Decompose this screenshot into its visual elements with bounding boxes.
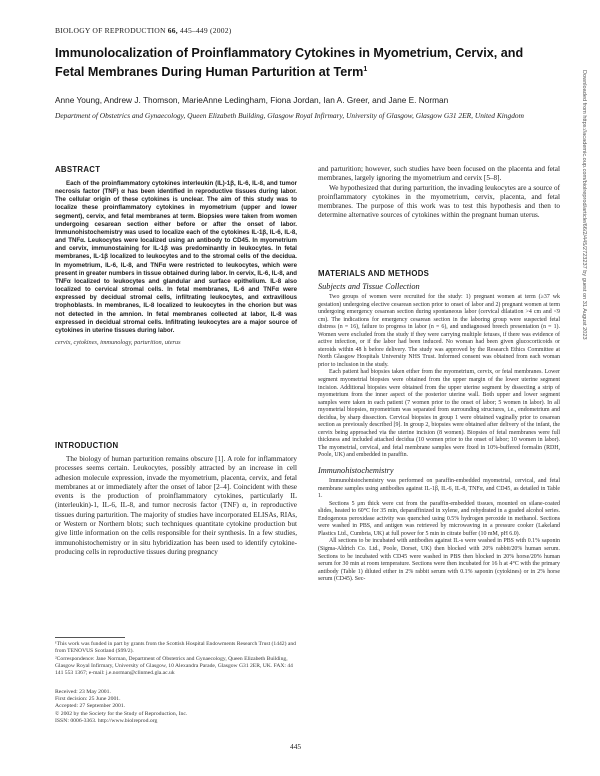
issn-line: ISSN: 0006-3363. http://www.biolreprod.org bbox=[55, 717, 158, 724]
footnotes bbox=[55, 641, 297, 677]
author-list: Anne Young, Andrew J. Thomson, MarieAnne Ledingham, Fiona Jordan, Ian A. Greer, and Jane E. Norman bbox=[55, 95, 449, 105]
article-title bbox=[55, 46, 555, 80]
article-title-text: Immunolocalization of Proinflammatory Cytokines in Myometrium, Cervix, and Fetal Membranes During Human Parturition at Term bbox=[55, 46, 524, 79]
article-dates bbox=[55, 689, 297, 725]
subjects-subheading: Subjects and Tissue Collection bbox=[318, 282, 420, 291]
footnote-funding: ¹This work was funded in part by grants from the Scottish Hospital Endowments Research Trust (1442) and from TENOVUS Scotland (S99/2). bbox=[55, 641, 296, 655]
title-footnote-mark: 1 bbox=[363, 65, 368, 73]
ihc-paragraph-1: Immunohistochemistry was performed on paraffin-embedded myometrial, cervical, and fetal membrane samples using antibodies against IL-1β, IL-6, IL-8, TNFα, and CD45, as detailed in Table 1. bbox=[318, 478, 560, 500]
journal-volume: 66, bbox=[167, 26, 178, 35]
date-accepted: Accepted: 27 September 2001. bbox=[55, 703, 126, 710]
date-received: Received: 23 May 2001. bbox=[55, 689, 111, 695]
download-watermark bbox=[577, 70, 587, 630]
subjects-paragraph-2: Each patient had biopsies taken either from the myometrium, cervix, or fetal membranes. Lower segment myometrial biopsies were obtained from the upper margin of the lower uterine segment incision. Additional biopsies were obtained from the upper uterine segment by dissecting a strip of myometrium from the inner aspect of the posterior uterine wall. Both upper and lower segment samples were taken in each patient (7 women prior to the onset of labor; 5 women in labor). In all myometrial biopsies, myometrium was separated from surrounding structures, i.e., endometrium and decidua, by sharp dissection. Cervical biopsies in group 1 were obtained vaginally prior to cesarean section as previously described [9]. In group 2, biopsies were obtained after delivery of the infant, the cervix being approached via the uterine incision (8 women). Biopsies of fetal membranes were full thickness and included attached decidua (10 women prior to the onset of labor; 10 women in labor). The myometrial, cervical, and fetal membrane samples were fixed in 10%-buffered formalin (RDH, Poole, UK) and embedded in paraffin. bbox=[318, 369, 560, 459]
methods-heading: MATERIALS AND METHODS bbox=[318, 269, 430, 278]
download-watermark-text: Downloaded from https://academic.oup.com/biolreprod/article/66/2/445/2723237 by guest on 31 August 2023 bbox=[581, 70, 587, 340]
affiliation: Department of Obstetrics and Gynaecology, Queen Elizabeth Building, Glasgow Royal Infirmary, University of Glasgow, Glasgow G31 2ER, United Kingdom bbox=[55, 111, 524, 120]
copyright-line: © 2002 by the Society for the Study of Reproduction, Inc. bbox=[55, 710, 188, 717]
intro-continued bbox=[318, 165, 560, 221]
page-number: 445 bbox=[290, 742, 302, 751]
running-header bbox=[55, 26, 231, 35]
methods-section bbox=[318, 269, 560, 584]
footnote-correspondence: ²Correspondence: Jane Norman, Department of Obstetrics and Gynaecology, Queen Elizabeth Building, Glasgow Royal Infirmary, University of Glasgow, 10 Alexandra Parade, Glasgow G31 2ER, UK. FAX: 44 141 553 1367; e-mail: j.e.norman@clinmed.gla.ac.uk bbox=[55, 656, 293, 677]
ihc-paragraph-3: All sections to be incubated with antibodies against IL-s were washed in PBS with 0.1% saponin (Sigma-Aldrich Co. Ltd., Poole, Dorset, UK) then blocked with 20% rabbit/20% human serum. Sections to be incubated with CD45 were washed in PBS then blocked in 20% horse/20% human serum for 30 min at room temperature. Sections were then incubated for 16 h at 4°C with the primary antibody (Table 1) diluted either in 2% rabbit serum with 0.1% saponin (cytokines) or in 2% horse serum (CD45). Sec- bbox=[318, 538, 560, 583]
ihc-paragraph-2: Sections 5 μm thick were cut from the paraffin-embedded tissues, mounted on silane-coated slides, heated to 60°C for 35 min, deparaffinized in xylene, and rehydrated in a graded alcohol series. Endogenous peroxidase activity was quenched using 0.5% hydrogen peroxide in methanol. Sections were washed in PBS, and antigen was retrieved by microwaving in a pressure cooker (Lakeland Plastics Ltd., Cumbria, UK) at full power for 5 min in citrate buffer (10 mM, pH 6.0). bbox=[318, 500, 560, 537]
abstract-section bbox=[55, 165, 297, 347]
introduction-text: The biology of human parturition remains obscure [1]. A role for inflammatory processes seems certain. Leukocytes, possibly attracted by an increase in cell adhesion molecule expression, invade the myometrium, placenta, cervix, and fetal membranes at or immediately after the onset of labor [2–4]. Coincident with these events is the production of proinflammatory cytokines, particularly IL (interleukin)-1, IL-6, IL-8, and tumor necrosis factor (TNF) α, in reproductive tissues during parturition. The majority of studies have incorporated ELISAs, RIAs, or Western or Northern blots; such techniques quantitate cytokine production but give little information on the cells responsible for their synthesis. In a few studies, immunohistochemistry or in situ hybridization has been used to identify cytokine-producing cells in reproductive tissues during pregnancy bbox=[55, 455, 297, 556]
journal-pages: 445–449 (2002) bbox=[179, 26, 232, 35]
footnote-rule bbox=[55, 637, 125, 638]
ihc-subheading: Immunohistochemistry bbox=[318, 466, 394, 476]
introduction-section bbox=[55, 441, 297, 557]
abstract-text: Each of the proinflammatory cytokines interleukin (IL)-1β, IL-6, IL-8, and tumor necrosis factor (TNF) α has been identified in reproductive tissues during labor. The cellular origin of these cytokines is unclear. The aim of this study was to localize these proinflammatory cytokines in myometrium (upper and lower segment), cervix, and fetal membranes at term. Biopsies were taken from women undergoing cesarean section either before or after the onset of labor. Immunohistochemistry was used to localize each of the cytokines IL-1β, IL-6, IL-8, and TNFα. Leukocytes were localized using an antibody to CD45. In myometrium and cervix, immunostaining for IL-1β was predominantly in leukocytes. In fetal membranes, IL-1β localized to leukocytes and to the stromal cells of the decidua. In myometrium, IL-6, IL-8, and TNFα were restricted to leukocytes, which were present in greater numbers in tissue obtained during labor. In cervix, IL-6, IL-8, and TNFα localized to leukocytes and glandular and surface epithelium. IL-8 also localized to cervical stromal cells. In fetal membranes, IL-6 and TNFα were expressed by decidual stromal cells, infiltrating leukocytes, and extravillous trophoblasts. In membranes, IL-8 localized to leukocytes in the chorion but was not detected in the amnion. In fetal membranes collected at labor, IL-8 was expressed in decidual stromal cells. Infiltrating leukocytes are a major source of cytokines in uterine tissues during labor. bbox=[55, 180, 297, 334]
hypothesis-paragraph: We hypothesized that during parturition, the invading leukocytes are a source of proinflammatory cytokines in the myometrium, cervix, placenta, and fetal membranes. The purpose of this work was to test this hypothesis and then to determine alternative sources of cytokines within the pregnant human uterus. bbox=[318, 183, 560, 220]
abstract-heading: ABSTRACT bbox=[55, 165, 101, 174]
date-first-decision: First decision: 25 June 2001. bbox=[55, 696, 121, 703]
journal-name: BIOLOGY OF REPRODUCTION bbox=[55, 26, 166, 35]
intro-continued-text: and parturition; however, such studies have been focused on the placenta and fetal membranes, largely ignoring the myometrium and cervix [5–8]. bbox=[318, 165, 560, 183]
subjects-paragraph-1: Two groups of women were recruited for the study: 1) pregnant women at term (≥37 wk gestation) undergoing elective cesarean section prior to onset of labor and 2) pregnant women at term undergoing emergency cesarean section during spontaneous labor (cervical dilatation >4 cm and <9 cm). The indications for emergency cesarean section in the laboring group were suspected fetal distress (n = 16), failure to progress in labor (n = 6), and undiagnosed breech presentation (n = 1). Women were excluded from the study if they were carrying multiple fetuses, if there was evidence of active infection, or if the labor had been induced. No woman had been given glucocorticoids or steroids within 48 h before delivery. The study was approved by the Research Ethics Committee at North Glasgow Hospitals University NHS Trust. Informed consent was obtained from each woman prior to inclusion in the study. bbox=[318, 294, 560, 368]
keywords: cervix, cytokines, immunology, parturition, uterus bbox=[55, 338, 181, 346]
introduction-heading: INTRODUCTION bbox=[55, 441, 119, 450]
